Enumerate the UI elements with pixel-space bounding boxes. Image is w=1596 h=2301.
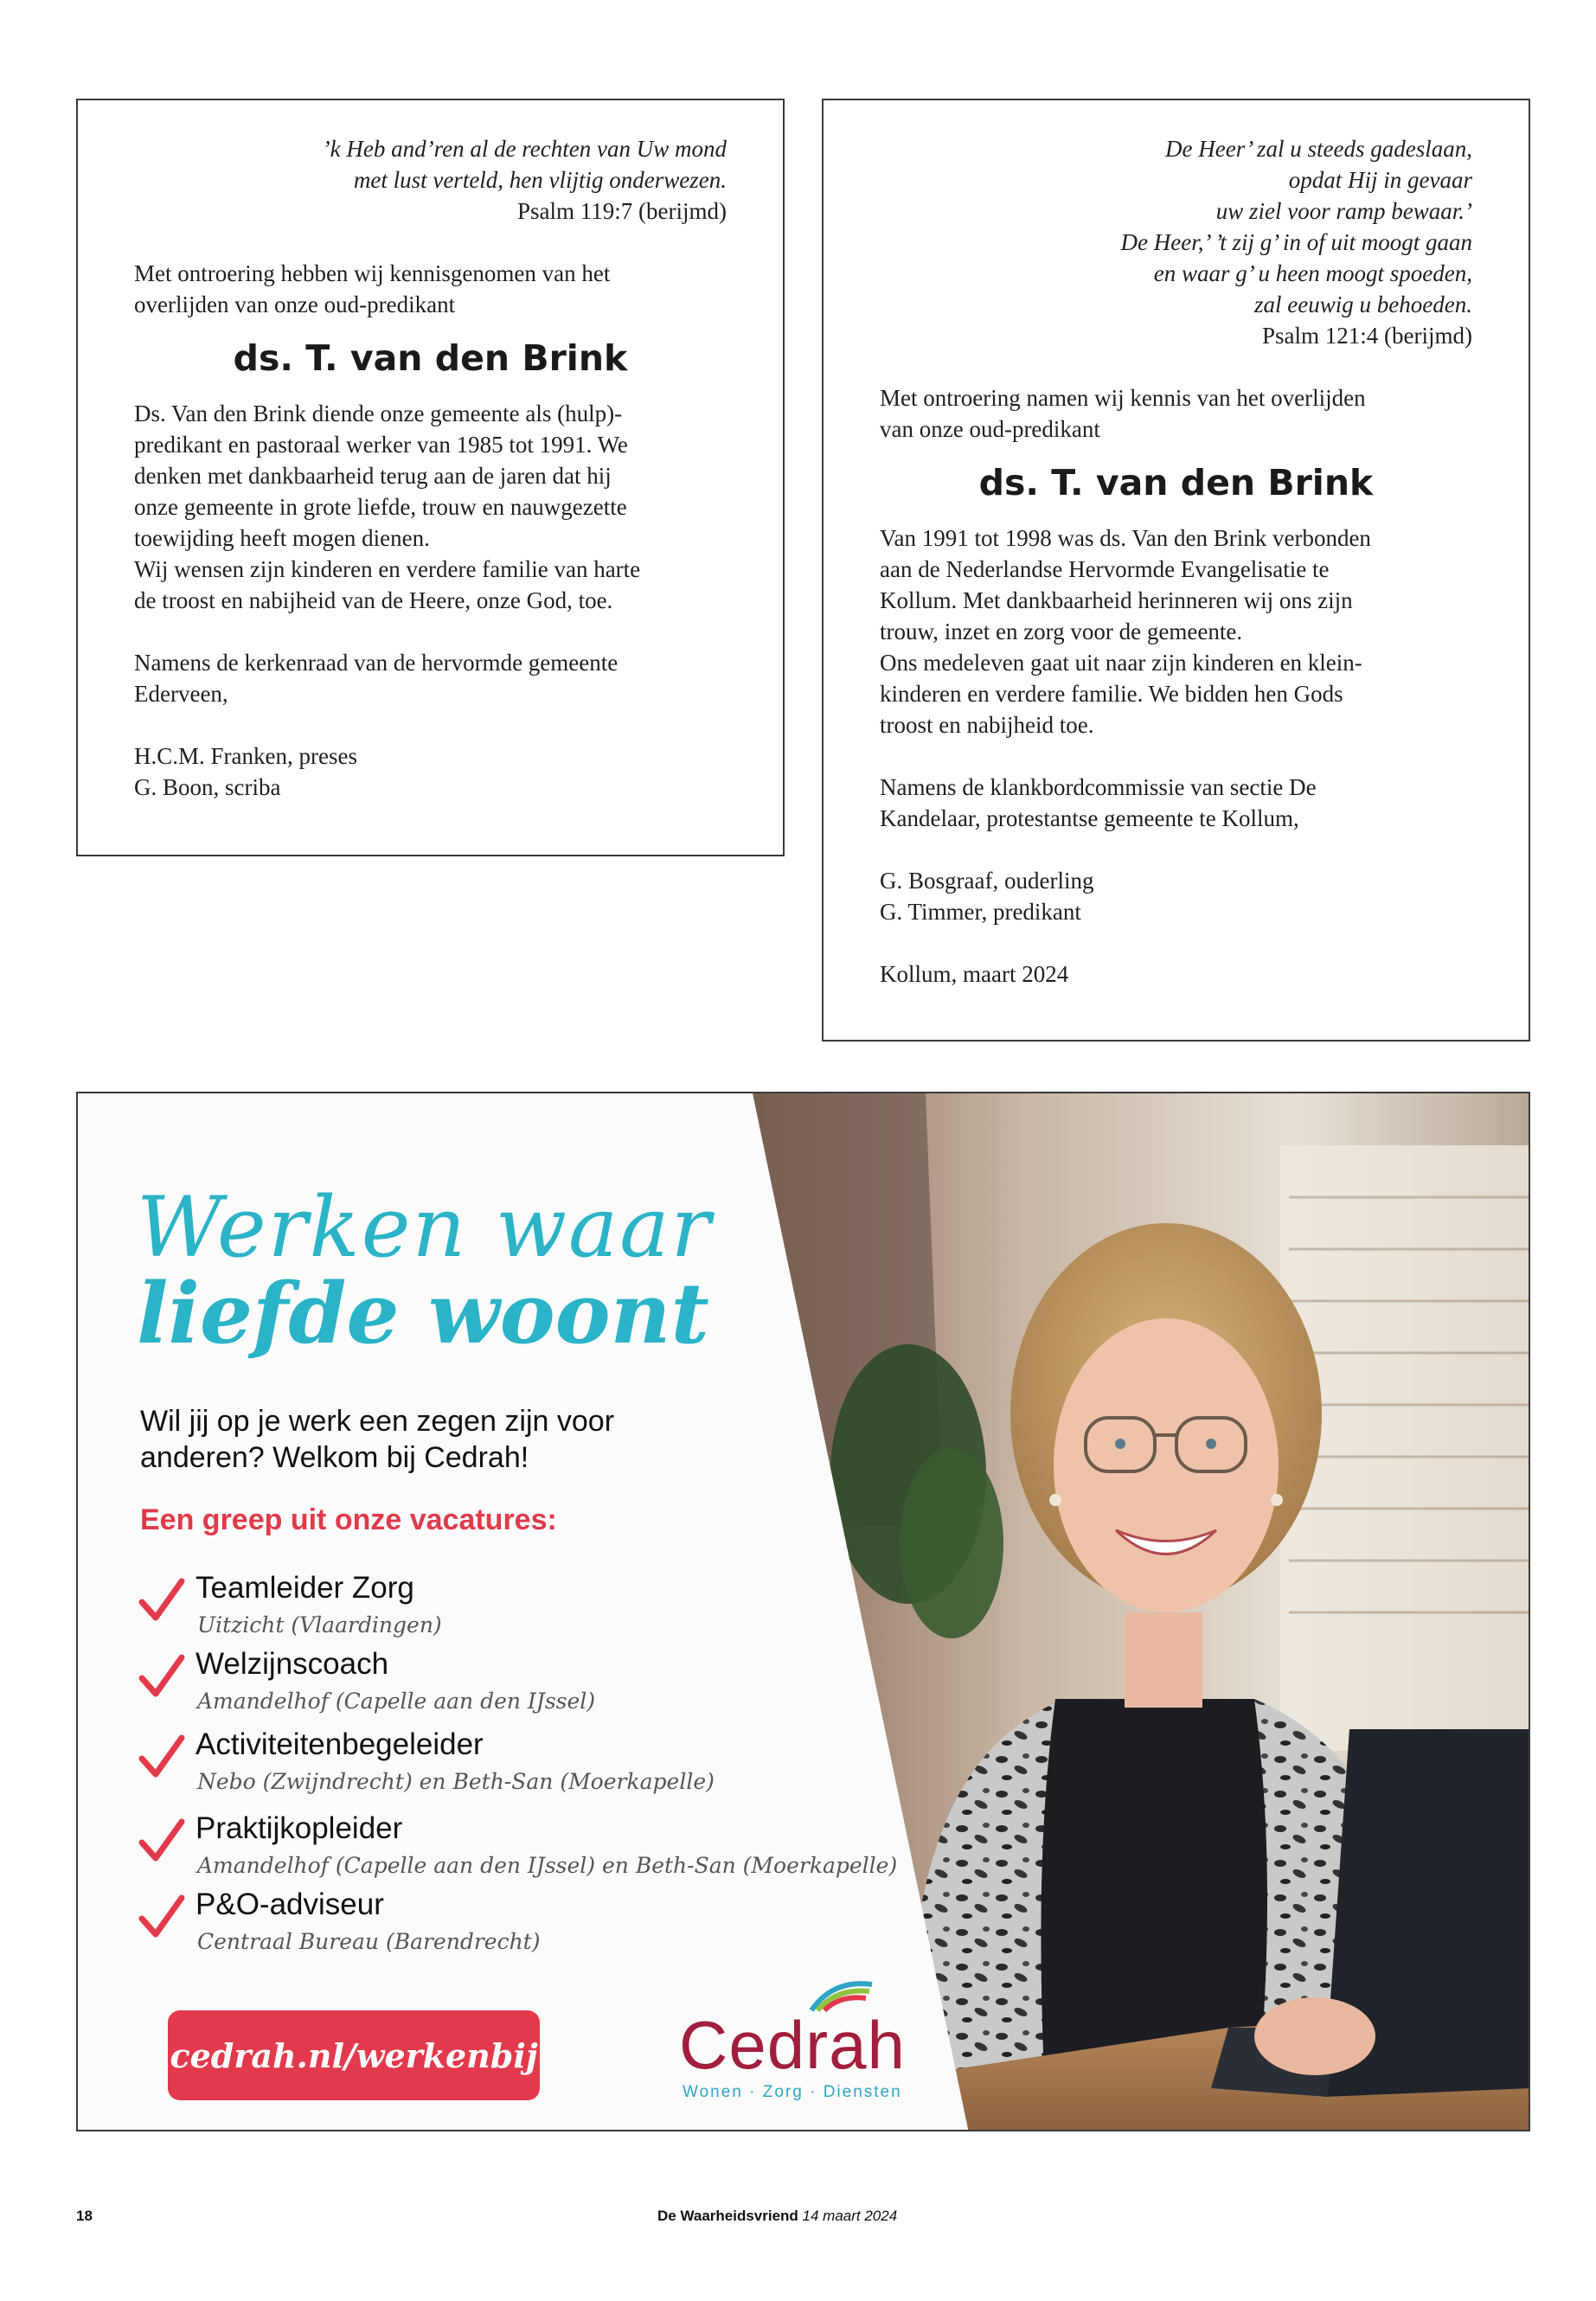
psalm-verse <box>134 133 727 227</box>
vacancy-title: P&O-adviseur <box>195 1888 384 1921</box>
verse-reference: Psalm 119:7 (berijmd) <box>517 198 727 224</box>
verse-line: De Heer,’ ’t zij g’ in of uit moogt gaan <box>1120 229 1472 255</box>
checkmark-icon <box>137 1652 187 1702</box>
vacancy-item <box>137 1811 915 1886</box>
vacancies-heading: Een greep uit onze vacatures: <box>140 1503 557 1536</box>
vacancy-title: Praktijkopleider <box>195 1811 403 1845</box>
intro-text: Met ontroering namen wij kennis van het overlijden van onze oud-predikant <box>880 385 1366 442</box>
psalm-verse <box>880 133 1472 351</box>
signatures: G. Bosgraaf, ouderling G. Timmer, predikant <box>880 868 1094 925</box>
checkmark-icon <box>137 1893 187 1943</box>
page-number: 18 <box>76 2208 93 2224</box>
vacancy-location: Amandelhof (Capelle aan den IJssel) en Beth-San (Moerkapelle) <box>197 1853 898 1878</box>
signatures: H.C.M. Franken, preses G. Boon, scriba <box>134 743 357 800</box>
death-notice-kollum <box>822 99 1530 1042</box>
checkmark-icon <box>137 1576 187 1626</box>
verse-line: zal eeuwig u behoeden. <box>1254 292 1472 317</box>
issue-date: 14 maart 2024 <box>802 2208 898 2224</box>
death-notice-ederveen <box>76 99 785 856</box>
sender-text: Namens de kerkenraad van de hervormde gemeente Ederveen, <box>134 650 619 707</box>
sender-text: Namens de klankbordcommissie van sectie De Kandelaar, protestantse gemeente te Kollum, <box>880 774 1317 831</box>
vacancy-item <box>137 1727 915 1802</box>
deceased-name: ds. T. van den Brink <box>233 337 628 379</box>
vacancy-location: Nebo (Zwijndrecht) en Beth-San (Moerkapelle) <box>197 1769 715 1794</box>
verse-line: uw ziel voor ramp bewaar.’ <box>1215 198 1472 224</box>
checkmark-icon <box>137 1733 187 1783</box>
verse-reference: Psalm 121:4 (berijmd) <box>1262 323 1472 349</box>
vacancy-title: Teamleider Zorg <box>195 1571 414 1605</box>
vacancy-item <box>137 1647 915 1721</box>
verse-line: met lust verteld, hen vlijtig onderwezen. <box>353 167 727 193</box>
cedrah-job-advertisement <box>76 1092 1530 2131</box>
checkmark-icon <box>137 1817 187 1867</box>
body-text: Van 1991 tot 1998 was ds. Van den Brink verbonden aan de Nederlandse Hervormde Evangelisatie te Kollum. Met dankbaarheid herinneren wij ons zijn trouw, inzet en zorg voor de gemeente. Ons medeleven gaat uit naar zijn kinderen en klein- kinderen en verdere familie. We bidden hen Gods troost en nabijheid toe. <box>880 525 1371 738</box>
verse-line: ’k Heb and’ren al de rechten van Uw mond <box>322 136 727 162</box>
headline-line-2: liefde woont <box>137 1265 709 1362</box>
verse-line: opdat Hij in gevaar <box>1288 167 1472 193</box>
logo-wordmark: Cedrah <box>679 2007 906 2083</box>
intro-text: Met ontroering hebben wij kennisgenomen van het overlijden van onze oud-predikant <box>134 260 611 317</box>
verse-line: De Heer’ zal u steeds gadeslaan, <box>1165 136 1472 162</box>
cedrah-logo <box>679 1977 930 2107</box>
vacancy-location: Uitzicht (Vlaardingen) <box>197 1612 442 1638</box>
deceased-name: ds. T. van den Brink <box>978 462 1374 503</box>
vacancy-location: Centraal Bureau (Barendrecht) <box>197 1929 541 1954</box>
vacancy-location: Amandelhof (Capelle aan den IJssel) <box>197 1689 596 1714</box>
verse-line: en waar g’ u heen moogt spoeden, <box>1153 260 1472 286</box>
vacancy-item <box>137 1888 915 1962</box>
vacancy-item <box>137 1571 915 1645</box>
headline-line-1: Werken waar <box>137 1179 713 1276</box>
publication-footer <box>657 2208 897 2225</box>
place-date: Kollum, maart 2024 <box>880 961 1069 987</box>
ad-intro: Wil jij op je werk een zegen zijn voor anderen? Welkom bij Cedrah! <box>140 1405 615 1474</box>
publication-name: De Waarheidsvriend <box>657 2208 798 2224</box>
vacancy-title: Activiteitenbegeleider <box>195 1727 484 1761</box>
vacancy-title: Welzijnscoach <box>195 1647 389 1681</box>
logo-tagline: Wonen · Zorg · Diensten <box>683 2083 902 2101</box>
careers-link-button[interactable]: cedrah.nl/werkenbij <box>168 2010 540 2100</box>
body-text: Ds. Van den Brink diende onze gemeente als (hulp)- predikant en pastoraal werker van 1985 tot 1991. We denken met dankbaarheid terug aan de jaren dat hij onze gemeente in grote liefde, trouw en nauwgezette toewijding heeft mogen dienen. Wij wensen zijn kinderen en verdere familie van harte de troost en nabijheid van de Heere, onze God, toe. <box>134 401 641 613</box>
